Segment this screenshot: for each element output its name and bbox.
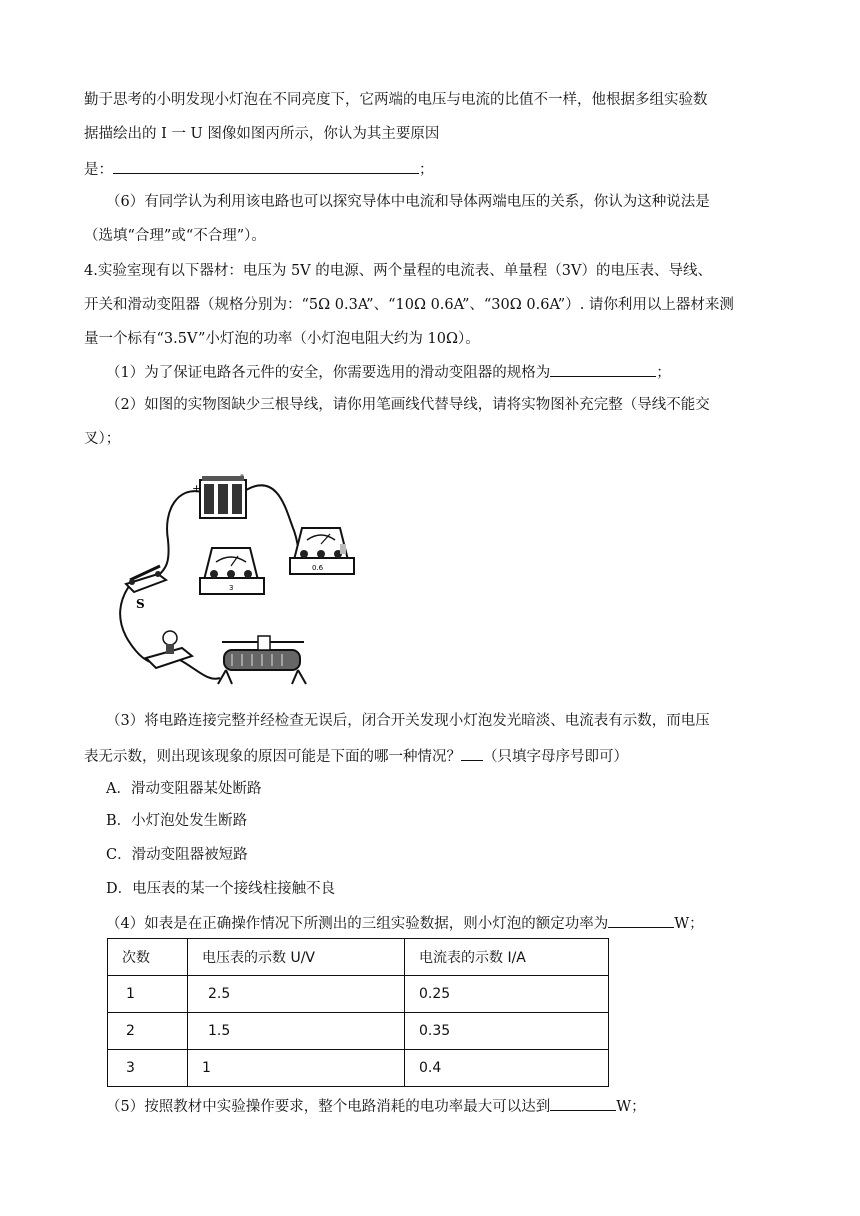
option-a: A．滑动变阻器某处断路 xyxy=(106,781,262,797)
sub-question-text: （5）按照教材中实验操作要求，整个电路消耗的电功率最大可以达到 xyxy=(106,1099,551,1115)
wire-switch-lamp xyxy=(120,582,160,664)
circuit-figure xyxy=(108,470,368,690)
table-row xyxy=(108,1013,609,1050)
sub-question-suffix: W； xyxy=(674,916,704,932)
table-cell: 2.5 xyxy=(188,976,405,1013)
sub-question-4 xyxy=(106,912,704,934)
sub-question-text: 表无示数，则出现该现象的原因可能是下面的哪一种情况？ xyxy=(84,749,461,765)
table-header-cell: 电流表的示数 I/A xyxy=(405,939,609,976)
sub-question-text: （1）为了保证电路各元件的安全，你需要选用的滑动变阻器的规格为 xyxy=(106,365,551,381)
ammeter-terminal-label: 0.6 xyxy=(312,564,324,572)
option-c: C．滑动变阻器被短路 xyxy=(106,847,248,863)
sub-question-suffix: （只填字母序号即可） xyxy=(483,749,628,765)
table-header-cell: 电压表的示数 U/V xyxy=(188,939,405,976)
sub-question-1 xyxy=(106,361,671,383)
answer-prefix: 是： xyxy=(84,162,113,178)
sub-question-2: （2）如图的实物图缺少三根导线，请你用笔画线代替导线，请将实物图补充完整（导线不能交 xyxy=(106,397,710,413)
option-b: B．小灯泡处发生断路 xyxy=(106,813,248,829)
voltmeter-terminal-label: 3 xyxy=(229,584,234,592)
table-header-cell: 次数 xyxy=(108,939,188,976)
answer-blank[interactable] xyxy=(461,745,483,761)
paragraph-line: 勤于思考的小明发现小灯泡在不同亮度下，它两端的电压与电流的比值不一样，他根据多组实验数 xyxy=(84,92,708,108)
table-row xyxy=(108,1050,609,1087)
answer-blank[interactable] xyxy=(550,1095,616,1111)
question-4-intro: 量一个标有“3.5V”小灯泡的功率（小灯泡电阻大约为 10Ω）。 xyxy=(84,331,480,347)
answer-blank[interactable] xyxy=(608,912,674,928)
rheostat-icon xyxy=(218,636,306,684)
table-cell: 2 xyxy=(108,1013,188,1050)
table-row xyxy=(108,976,609,1013)
question-4-intro: 开关和滑动变阻器（规格分别为：“5Ω 0.3A”、“10Ω 0.6A”、“30Ω 0.6A”）. 请你利用以上器材来测 xyxy=(84,297,734,313)
sub-question-5 xyxy=(106,1095,646,1117)
answer-line-cause xyxy=(84,158,434,180)
wire-lamp-rheostat xyxy=(180,660,220,679)
battery-minus-label: - xyxy=(240,470,244,481)
battery-icon xyxy=(192,470,246,518)
answer-blank[interactable] xyxy=(550,361,656,377)
table-cell: 1 xyxy=(188,1050,405,1087)
table-cell: 1.5 xyxy=(188,1013,405,1050)
data-table xyxy=(107,938,609,1087)
switch-label: S xyxy=(136,597,145,611)
table-cell: 3 xyxy=(108,1050,188,1087)
sub-question-2: 叉）； xyxy=(84,431,121,447)
question-6-line: （选填“合理”或“不合理”）。 xyxy=(84,228,266,244)
sub-question-suffix: ； xyxy=(656,365,671,381)
switch-icon xyxy=(126,566,166,611)
question-4-intro: 4.实验室现有以下器材：电压为 5V 的电源、两个量程的电流表、单量程（3V）的电压表、导线、 xyxy=(84,263,712,279)
sub-question-3: （3）将电路连接完整并经检查无误后，闭合开关发现小灯泡发光暗淡、电流表有示数，而电压 xyxy=(106,713,710,729)
table-cell: 0.4 xyxy=(405,1050,609,1087)
paragraph-line: 据描绘出的 I 一 U 图像如图丙所示，你认为其主要原因 xyxy=(84,126,440,142)
table-cell: 0.25 xyxy=(405,976,609,1013)
question-6-line: （6）有同学认为利用该电路也可以探究导体中电流和导体两端电压的关系，你认为这种说法是 xyxy=(106,194,710,210)
sub-question-text: （4）如表是在正确操作情况下所测出的三组实验数据，则小灯泡的额定功率为 xyxy=(106,916,609,932)
sub-question-suffix: W； xyxy=(616,1099,646,1115)
option-d: D．电压表的某一个接线柱接触不良 xyxy=(106,881,336,897)
battery-plus-label: + xyxy=(192,482,202,495)
answer-suffix: ； xyxy=(419,162,434,178)
table-cell: 0.35 xyxy=(405,1013,609,1050)
sub-question-3 xyxy=(84,745,628,767)
voltmeter-icon xyxy=(200,548,264,594)
table-cell: 1 xyxy=(108,976,188,1013)
ammeter-icon xyxy=(290,528,354,574)
table-header-row xyxy=(108,939,609,976)
wire-battery-ammeter xyxy=(246,485,300,558)
answer-blank[interactable] xyxy=(113,158,419,174)
